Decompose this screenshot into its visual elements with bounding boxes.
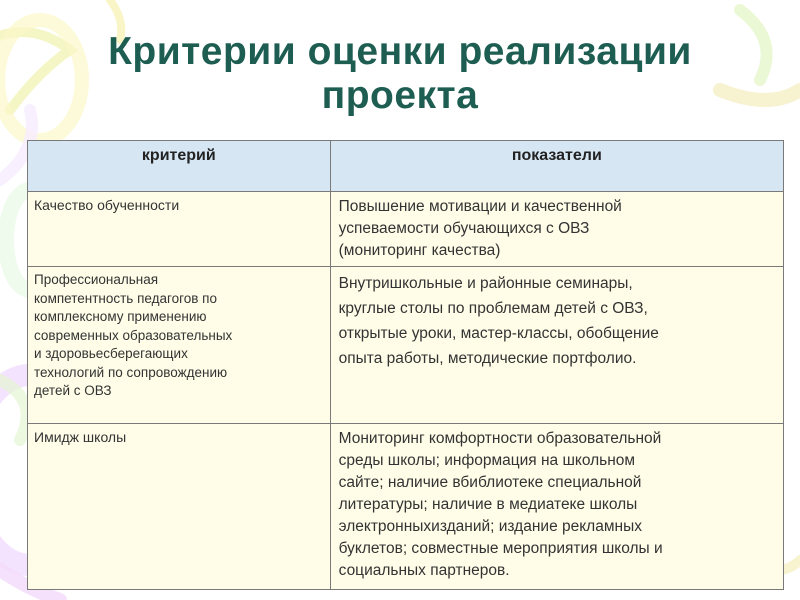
indicators-cell <box>330 192 783 267</box>
cell-line: среды школы; информация на школьном <box>338 452 636 469</box>
cell-line: компетентность педагогов по <box>34 290 217 306</box>
cell-line: современных образовательных <box>34 327 233 343</box>
indicators-cell <box>330 267 783 424</box>
cell-line: литературы; наличие в медиатеке школы <box>338 496 638 513</box>
cell-line: (мониторинг качества) <box>338 242 501 259</box>
header-criterion: критерий <box>28 141 331 192</box>
table-row <box>28 192 784 267</box>
indicators-cell <box>330 424 783 590</box>
criterion-cell <box>28 424 331 590</box>
cell-line: Профессиональная <box>34 272 159 287</box>
cell-line: буклетов; совместные мероприятия школы и <box>338 540 663 557</box>
cell-line: комплексному применению <box>34 309 207 324</box>
cell-line: Внутришкольные и районные семинары, <box>338 275 633 292</box>
cell-line: опыта работы, методические портфолио. <box>338 350 637 367</box>
cell-line: Качество обученности <box>34 197 180 213</box>
criterion-cell <box>28 267 331 424</box>
criteria-table <box>27 140 784 590</box>
table-header-row <box>28 141 784 192</box>
cell-line: социальных партнеров. <box>338 562 510 579</box>
title-line-2: проекта <box>321 74 479 117</box>
cell-line: технологий по сопровождению <box>34 364 228 380</box>
cell-line: электронныхизданий; издание рекламных <box>338 518 642 535</box>
cell-line: и здоровьесберегающих <box>34 346 188 361</box>
cell-line: успеваемости обучающихся с ОВЗ <box>338 220 590 237</box>
cell-line: детей с ОВЗ <box>34 383 112 398</box>
cell-line: открытые уроки, мастер-классы, обобщение <box>338 325 659 342</box>
cell-line: сайте; наличие вбиблиотеке специальной <box>338 474 642 491</box>
cell-line: круглые столы по проблемам детей с ОВЗ, <box>338 300 648 317</box>
title-line-1: Критерии оценки реализации <box>108 30 692 73</box>
cell-line: Имидж школы <box>34 429 127 445</box>
cell-line: Повышение мотивации и качественной <box>338 198 622 215</box>
cell-line: Мониторинг комфортности образовательной <box>338 430 662 447</box>
page-title <box>0 30 800 118</box>
table-row <box>28 424 784 590</box>
header-indicators: показатели <box>330 141 783 192</box>
criterion-cell <box>28 192 331 267</box>
table-row <box>28 267 784 424</box>
